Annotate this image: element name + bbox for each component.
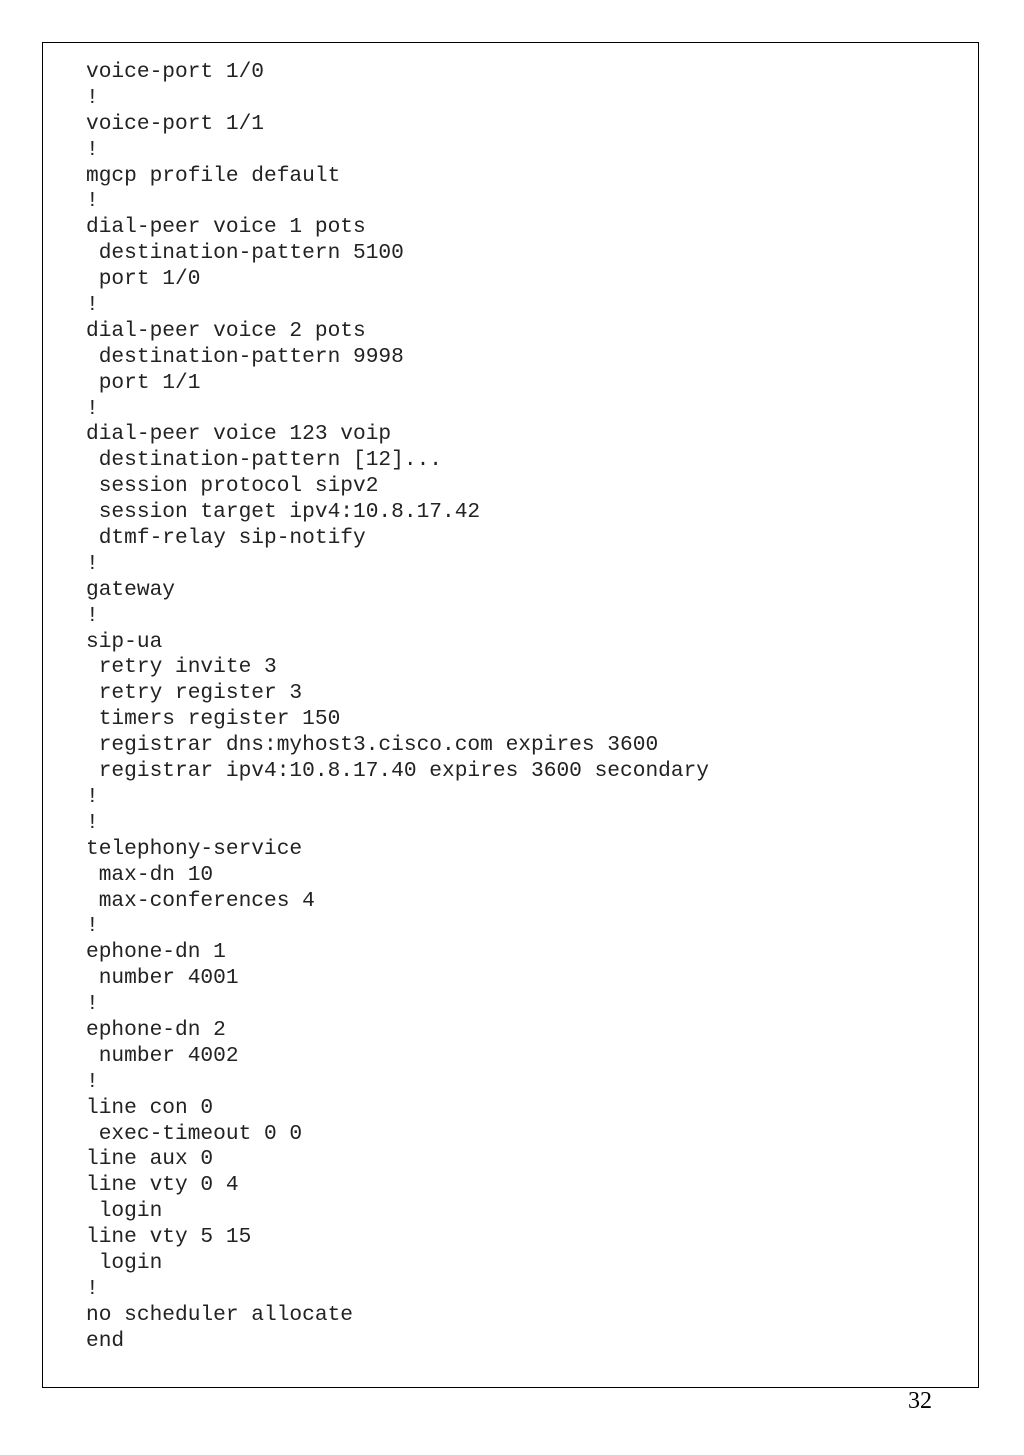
config-line: no scheduler allocate: [86, 1302, 354, 1327]
config-line: dial-peer voice 123 voip: [86, 422, 392, 447]
config-line: voice-port 1/0: [86, 60, 265, 84]
config-line: line con 0: [86, 1095, 214, 1120]
config-line: !: [86, 137, 99, 162]
config-line: sip-ua: [86, 629, 163, 654]
config-line: port 1/1: [86, 370, 201, 395]
config-line: !: [86, 1069, 99, 1094]
config-line: retry register 3: [86, 681, 303, 706]
config-line: voice-port 1/1: [86, 111, 265, 136]
config-line: number 4001: [86, 966, 239, 991]
config-line: !: [86, 810, 99, 835]
config-line: port 1/0: [86, 267, 201, 292]
config-line: dtmf-relay sip-notify: [86, 526, 366, 551]
page-number: 32: [908, 1388, 932, 1414]
config-line: mgcp profile default: [86, 163, 341, 188]
config-line: session target ipv4:10.8.17.42: [86, 500, 481, 525]
config-line: registrar ipv4:10.8.17.40 expires 3600 secondary: [86, 759, 710, 784]
config-line: !: [86, 293, 99, 318]
config-line: !: [86, 914, 99, 939]
config-line: telephony-service: [86, 836, 303, 861]
config-line: session protocol sipv2: [86, 474, 379, 499]
config-line: max-dn 10: [86, 862, 214, 887]
config-line: registrar dns:myhost3.cisco.com expires 3600: [86, 733, 659, 758]
config-line: line aux 0: [86, 1147, 214, 1172]
config-line: login: [86, 1199, 163, 1224]
config-line: number 4002: [86, 1043, 239, 1068]
config-line: gateway: [86, 577, 176, 602]
config-line: timers register 150: [86, 707, 341, 732]
config-line: !: [86, 551, 99, 576]
config-line: login: [86, 1250, 163, 1275]
config-line: dial-peer voice 1 pots: [86, 215, 366, 240]
config-line: destination-pattern 9998: [86, 344, 404, 369]
config-line: !: [86, 396, 99, 421]
config-frame: [42, 42, 979, 1388]
config-line: destination-pattern [12]...: [86, 448, 443, 473]
config-line: !: [86, 784, 99, 809]
config-line: dial-peer voice 2 pots: [86, 318, 366, 343]
config-line: max-conferences 4: [86, 888, 315, 913]
config-line: !: [86, 992, 99, 1017]
config-line: ephone-dn 1: [86, 940, 226, 965]
config-line: ephone-dn 2: [86, 1017, 226, 1042]
config-line: exec-timeout 0 0: [86, 1121, 303, 1146]
config-line: line vty 5 15: [86, 1225, 252, 1250]
config-line: !: [86, 189, 99, 214]
config-line: end: [86, 1328, 125, 1353]
config-line: retry invite 3: [86, 655, 277, 680]
config-line: !: [86, 85, 99, 110]
config-listing: [86, 60, 709, 1355]
config-line: !: [86, 1276, 99, 1301]
config-line: line vty 0 4: [86, 1173, 239, 1198]
config-line: !: [86, 603, 99, 628]
config-line: destination-pattern 5100: [86, 241, 404, 266]
